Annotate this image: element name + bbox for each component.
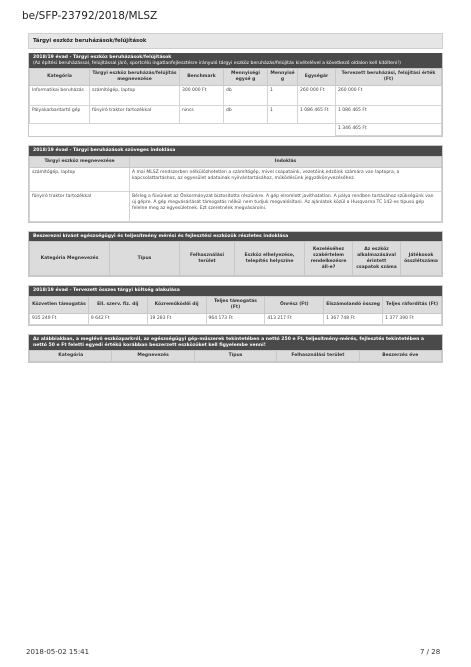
footer-page-number: 7 / 28 <box>420 648 441 656</box>
col-header: Típus <box>194 351 276 362</box>
table-cell: számítógép, laptop <box>90 86 180 106</box>
col-header: Tervezett beruházási, felújítási érték (Ft) <box>336 69 442 86</box>
table-cell: 935 249 Ft <box>30 313 89 324</box>
table-cell: 260 000 Ft <box>298 86 336 106</box>
col-header: Megnevezés <box>112 351 194 362</box>
footer-date: 2018-05-02 15:41 <box>26 648 90 656</box>
col-header: Teljes támogatás (Ft) <box>206 297 265 314</box>
total-value: 1 346 465 Ft <box>336 124 442 136</box>
col-header: Elszámolandó összeg <box>324 297 383 314</box>
document-id: be/SFP-23792/2018/MLSZ <box>22 10 158 22</box>
existing-equipment-table-block <box>28 334 443 363</box>
investment-table <box>29 68 442 136</box>
health-equipment-table-block <box>28 231 443 278</box>
table-cell: 413 217 Ft <box>265 313 324 324</box>
investment-table-subtitle: (Az építési beruházással, felújítással járó, sportcélú ingatlanfejlesztésre irányuló tárgyi eszköz beruházás/felújítás kivételével a következő oldalon kell kitölteni!) <box>33 60 401 66</box>
table-row <box>30 313 442 324</box>
cost-summary-table-title: 2018/19 évad - Tervezett összes tárgyi költség alakulása <box>29 286 442 296</box>
table-cell: Pályakarbantartó gép <box>30 106 90 124</box>
col-header: Ell. szerv. fiz. díj <box>88 297 147 314</box>
table-row <box>30 86 442 106</box>
col-header: Az eszköz alkalmazásával érintett csapatok száma <box>353 242 401 276</box>
col-header: Felhasználási terület <box>180 242 235 276</box>
col-header: Kezeléséhez szakértelem rendelkezésre áll-e? <box>305 242 353 276</box>
col-header: Önrész (Ft) <box>265 297 324 314</box>
health-equipment-table-header <box>30 242 442 276</box>
table-cell: számítógép, laptop <box>30 167 130 191</box>
investment-table-block <box>28 53 443 137</box>
col-header: Közreműködői díj <box>147 297 206 314</box>
existing-equipment-table <box>29 350 442 362</box>
existing-equipment-table-header <box>30 351 442 362</box>
health-equipment-table <box>29 241 442 276</box>
table-cell: 300 000 Ft <box>180 86 224 106</box>
table-cell: 260 000 Ft <box>336 86 442 106</box>
total-row <box>30 124 442 136</box>
col-header: Játékosok összlétszáma <box>401 242 442 276</box>
col-header: Tárgyi eszköz megnevezése <box>30 156 130 167</box>
table-row <box>30 191 442 221</box>
investment-table-title-text: 2018/19 évad - Tárgyi eszköz beruházások/felújítások <box>33 55 172 60</box>
table-cell: A mai MLSZ rendszerben nélkülözhetetlen a számítógép, mivel csapataink, vezetőink,edzőink számára van laptopra, a kapcsolattartáshoz, az egyesület adatainak nyilvántartásához, működésünk jegyzőkönyvezéséhez. <box>130 167 442 191</box>
col-header: Kategória <box>30 69 90 86</box>
justification-table <box>29 156 442 222</box>
table-cell: 1 <box>268 86 298 106</box>
health-equipment-table-title: Beszerezni kívánt egészségügyi és teljesítmény mérési és fejlesztési eszközök részletes indoklása <box>29 232 442 242</box>
col-header: Kategória <box>30 351 112 362</box>
page-content <box>28 33 443 363</box>
table-cell: db <box>224 106 268 124</box>
col-header: Típus <box>110 242 180 276</box>
col-header: Eszköz elhelyezése, telepítés helyszíne <box>235 242 305 276</box>
table-cell: 964 173 Ft <box>206 313 265 324</box>
table-cell: nincs <box>180 106 224 124</box>
col-header: Egységár <box>298 69 336 86</box>
col-header: Felhasználási terület <box>277 351 359 362</box>
table-cell: Bérleg a füvünket az Önkormányzat biztosította részünkre. A gép elromlott javíthatatlan. A pálya rendben tartásához szükségünk van új gépre. A gép megvásárlását támogatás nélkül nem tudjuk megvalósítani. Az ajánlatok közül a Husqvarna TC 142-es típusú gép felelne meg az egyesületnek. Ezt szeretnénk megvásárolni. <box>130 191 442 221</box>
section-title: Tárgyi eszköz beruházások/felújítások <box>28 33 443 49</box>
justification-table-header <box>30 156 442 167</box>
existing-equipment-table-title: Az alábbiakban, a meglévő eszközparkról, az egészségügyi gép-műszerek tekintetében a nettó 250 e Ft, teljesítmény-mérés, fejlesztés tekintetében a nettó 50 e Ft feletti egyedi értékű korábban beszerzett eszközöket kell figyelembe venni! <box>29 335 442 350</box>
table-cell: fűnyíró traktor tartozékkal <box>30 191 130 221</box>
justification-table-title: 2018/19 évad - Tárgyi beruházások szöveges indoklása <box>29 146 442 156</box>
table-cell: 9 642 Ft <box>88 313 147 324</box>
table-cell: 1 086 465 Ft <box>336 106 442 124</box>
table-cell: 1 <box>268 106 298 124</box>
investment-table-title <box>29 53 442 68</box>
col-header: Mennyisé g <box>268 69 298 86</box>
cost-summary-table-block <box>28 285 443 325</box>
col-header: Benchmark <box>180 69 224 86</box>
col-header: Teljes ráfordítás (Ft) <box>383 297 442 314</box>
cost-summary-table <box>29 296 442 325</box>
investment-table-header <box>30 69 442 86</box>
table-cell: Informatikai beruházás <box>30 86 90 106</box>
table-cell: 1 377 390 Ft <box>383 313 442 324</box>
table-cell: db <box>224 86 268 106</box>
col-header: Tárgyi eszköz beruházás/felújítás megnevezése <box>90 69 180 86</box>
justification-table-block <box>28 145 443 223</box>
table-cell: 1 086 465 Ft <box>298 106 336 124</box>
col-header: Mennyiségi egysé g <box>224 69 268 86</box>
table-cell: 1 367 748 Ft <box>324 313 383 324</box>
col-header: Kategória Megnevezés <box>30 242 110 276</box>
cost-summary-table-header <box>30 297 442 314</box>
table-row <box>30 106 442 124</box>
table-row <box>30 167 442 191</box>
table-cell: 19 283 Ft <box>147 313 206 324</box>
col-header: Beszerzés éve <box>359 351 441 362</box>
col-header: Indoklás <box>130 156 442 167</box>
col-header: Közvetlen támogatás <box>30 297 89 314</box>
table-cell: fűnyíró traktor tartozékkal <box>90 106 180 124</box>
